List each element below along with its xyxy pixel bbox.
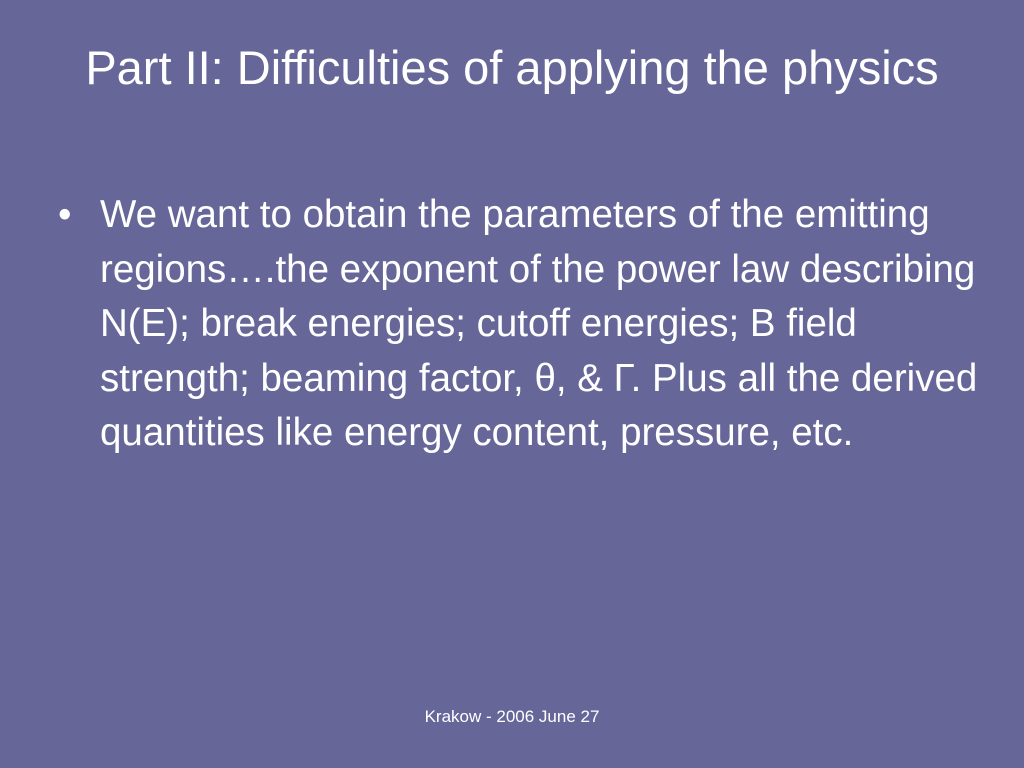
footer-text: Krakow - 2006 June 27 [424, 707, 600, 726]
bullet-text: We want to obtain the parameters of the emitting regions….the exponent of the power law describing N(E); break energies; cutoff energies; B field strength; beaming factor, θ, & Γ. Plus all the derived quantities like energy content, pressure, etc. [100, 193, 978, 454]
bullet-list [58, 188, 978, 461]
slide-title: Part II: Difficulties of applying the physics [85, 41, 939, 94]
bullet-item [58, 188, 978, 461]
bullet-dot-icon: • [58, 193, 72, 236]
